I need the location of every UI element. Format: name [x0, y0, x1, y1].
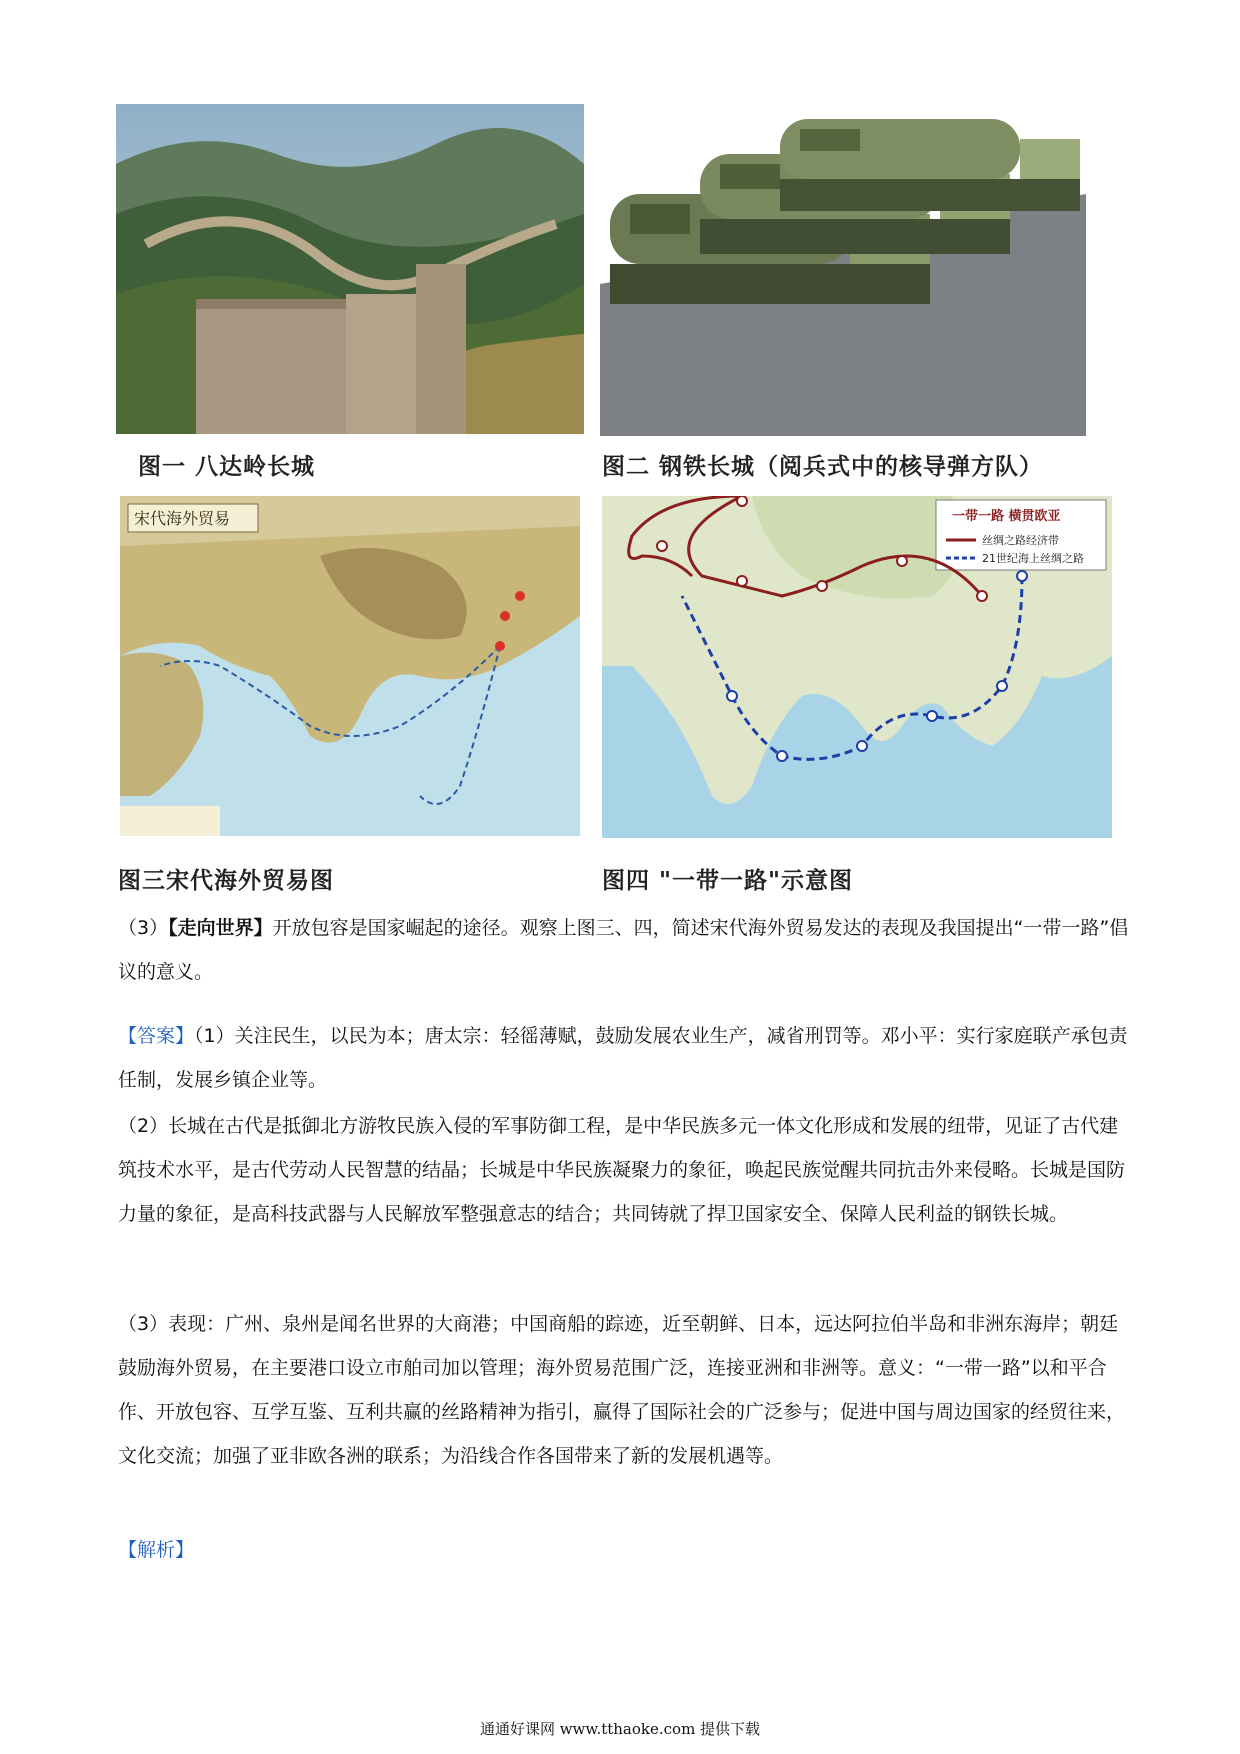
analysis-section [118, 1528, 1130, 1572]
figure-song-trade-map [120, 496, 580, 836]
answer-part-3-block [118, 1302, 1130, 1478]
answer-part-2-block [118, 1104, 1130, 1236]
question-3-topic: 【走向世界】 [168, 917, 273, 939]
figure-2-caption: 图二 钢铁长城（阅兵式中的核导弹方队） [602, 454, 1044, 480]
legend-maritime-silk-road: 21世纪海上丝绸之路 [982, 552, 1084, 565]
belt-road-map-title: 一带一路 横贯欧亚 [952, 509, 1061, 524]
page-footer: 通通好课网 www.tthaoke.com 提供下载 [479, 1720, 761, 1738]
song-map-title: 宋代海外贸易 [134, 509, 231, 528]
figure-badaling-great-wall [116, 104, 584, 434]
answer-section [118, 1014, 1130, 1102]
figure-belt-road-map [602, 496, 1112, 838]
analysis-tag: 【解析】 [118, 1539, 195, 1561]
figure-4-caption: 图四 "一带一路"示意图 [602, 868, 853, 894]
answer-part-2: （2）长城在古代是抵御北方游牧民族入侵的军事防御工程，是中华民族多元一体文化形成和发展的纽带，见证了古代建筑技术水平，是古代劳动人民智慧的结晶；长城是中华民族凝聚力的象征，唤起民族觉醒共同抗击外来侵略。长城是国防力量的象征，是高科技武器与人民解放军整强意志的结合；共同铸就了捍卫国家安全、保障人民利益的钢铁长城。 [118, 1115, 1126, 1225]
figure-3-caption: 图三宋代海外贸易图 [118, 868, 334, 894]
figure-1-caption: 图一 八达岭长城 [138, 454, 316, 480]
song-trade-map [120, 496, 580, 836]
legend-silk-road-economic-belt: 丝绸之路经济带 [982, 534, 1059, 547]
question-3 [118, 906, 1130, 994]
question-3-text: 开放包容是国家崛起的途径。观察上图三、四，简述宋代海外贸易发达的表现及我国提出“一带一路”倡议的意义。 [118, 917, 1129, 983]
missile-parade-photo [600, 104, 1086, 436]
answer-part-1: （1）关注民生，以民为本；唐太宗：轻徭薄赋，鼓励发展农业生产，减省刑罚等。邓小平：实行家庭联产承包责任制，发展乡镇企业等。 [118, 1025, 1128, 1091]
figure-missile-parade [600, 104, 1086, 436]
great-wall-photo [116, 104, 584, 434]
answer-tag: 【答案】 [118, 1025, 195, 1047]
answer-part-3: （3）表现：广州、泉州是闻名世界的大商港；中国商船的踪迹，近至朝鲜、日本，远达阿拉伯半岛和非洲东海岸；朝廷鼓励海外贸易，在主要港口设立市舶司加以管理；海外贸易范围广泛，连接亚洲和非洲等。意义：“一带一路”以和平合作、开放包容、互学互鉴、互利共赢的丝路精神为指引，赢得了国际社会的广泛参与；促进中国与周边国家的经贸往来，文化交流；加强了亚非欧各洲的联系；为沿线合作各国带来了新的发展机遇等。 [118, 1313, 1126, 1467]
belt-road-map [602, 496, 1112, 838]
question-3-number: （3） [118, 917, 169, 939]
